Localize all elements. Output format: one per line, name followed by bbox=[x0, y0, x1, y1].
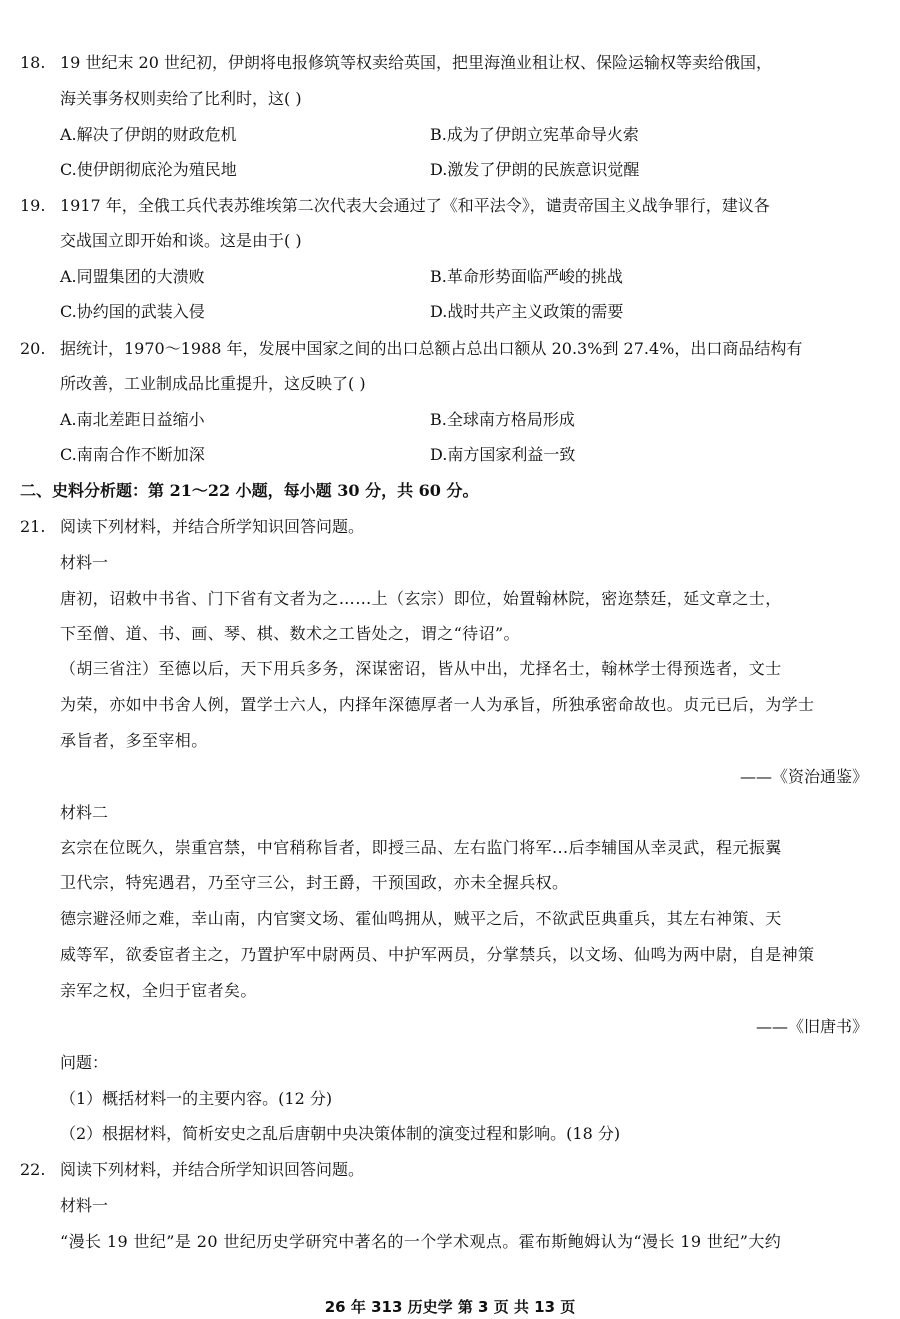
q20-stem: 据统计，1970～1988 年，发展中国家之间的出口总额占总出口额从 20.3%到 27.4%，出口商品结构有 bbox=[60, 339, 803, 358]
q18-number: 18. bbox=[20, 53, 46, 72]
q21-questions-label: 问题： bbox=[60, 1053, 109, 1072]
q21-material1-note: （胡三省注）至德以后，天下用兵多务，深谋密诏，皆从中出，尤择名士，翰林学士得预选者，文士 bbox=[60, 659, 782, 678]
q21-material2-text: 玄宗在位既久，崇重宫禁，中官稍称旨者，即授三品、左右监门将军...后李辅国从幸灵武，程元振翼 bbox=[60, 838, 782, 857]
q18-option-c: C.使伊朗彻底沦为殖民地 bbox=[60, 160, 237, 179]
q18-stem: 19 世纪末 20 世纪初，伊朗将电报修筑等权卖给英国，把里海渔业租让权、保险运输权等卖给俄国， bbox=[60, 53, 772, 72]
q22-material1-text: “漫长 19 世纪”是 20 世纪历史学研究中著名的一个学术观点。霍布斯鲍姆认为“漫长 19 世纪”大约 bbox=[60, 1232, 782, 1251]
q21-material1-source: ——《资治通鉴》 bbox=[739, 767, 868, 786]
q20-option-b: B.全球南方格局形成 bbox=[430, 410, 575, 429]
q22-material1-label: 材料一 bbox=[60, 1196, 109, 1215]
q19-number: 19. bbox=[20, 196, 46, 215]
q19-stem: 1917 年，全俄工兵代表苏维埃第二次代表大会通过了《和平法令》，谴责帝国主义战争罪行，建议各 bbox=[60, 196, 770, 215]
q19-option-c: C.协约国的武装入侵 bbox=[60, 302, 205, 321]
page-footer: 26 年 313 历史学 第 3 页 共 13 页 bbox=[324, 1298, 576, 1316]
q22-intro: 阅读下列材料，并结合所学知识回答问题。 bbox=[60, 1160, 365, 1179]
section-heading: 二、史料分析题：第 21～22 小题，每小题 30 分，共 60 分。 bbox=[20, 481, 479, 500]
q21-material1-label: 材料一 bbox=[60, 553, 109, 572]
q18-option-a: A.解决了伊朗的财政危机 bbox=[60, 125, 237, 144]
q20-number: 20. bbox=[20, 339, 46, 358]
q21-intro: 阅读下列材料，并结合所学知识回答问题。 bbox=[60, 517, 365, 536]
q20-option-d: D.南方国家利益一致 bbox=[430, 445, 576, 464]
q19-option-b: B.革命形势面临严峻的挑战 bbox=[430, 267, 623, 286]
q18-option-d: D.激发了伊朗的民族意识觉醒 bbox=[430, 160, 640, 179]
q18-option-b: B.成为了伊朗立宪革命导火索 bbox=[430, 125, 639, 144]
q20-option-a: A.南北差距日益缩小 bbox=[60, 410, 205, 429]
q21-material2-label: 材料二 bbox=[60, 803, 109, 822]
q21-question-1: （1）概括材料一的主要内容。(12 分) bbox=[60, 1089, 333, 1108]
q19-option-d: D.战时共产主义政策的需要 bbox=[430, 302, 624, 321]
q21-material2-source: ——《旧唐书》 bbox=[755, 1017, 868, 1036]
q21-material1-text: 唐初，诏敕中书省、门下省有文者为之……上（玄宗）即位，始置翰林院，密迩禁廷，延文章之士， bbox=[60, 589, 782, 608]
q21-question-2: （2）根据材料，简析安史之乱后唐朝中央决策体制的演变过程和影响。(18 分) bbox=[60, 1124, 621, 1143]
q22-number: 22. bbox=[20, 1160, 46, 1179]
q20-option-c: C.南南合作不断加深 bbox=[60, 445, 205, 464]
q21-number: 21. bbox=[20, 517, 46, 536]
q19-option-a: A.同盟集团的大溃败 bbox=[60, 267, 205, 286]
